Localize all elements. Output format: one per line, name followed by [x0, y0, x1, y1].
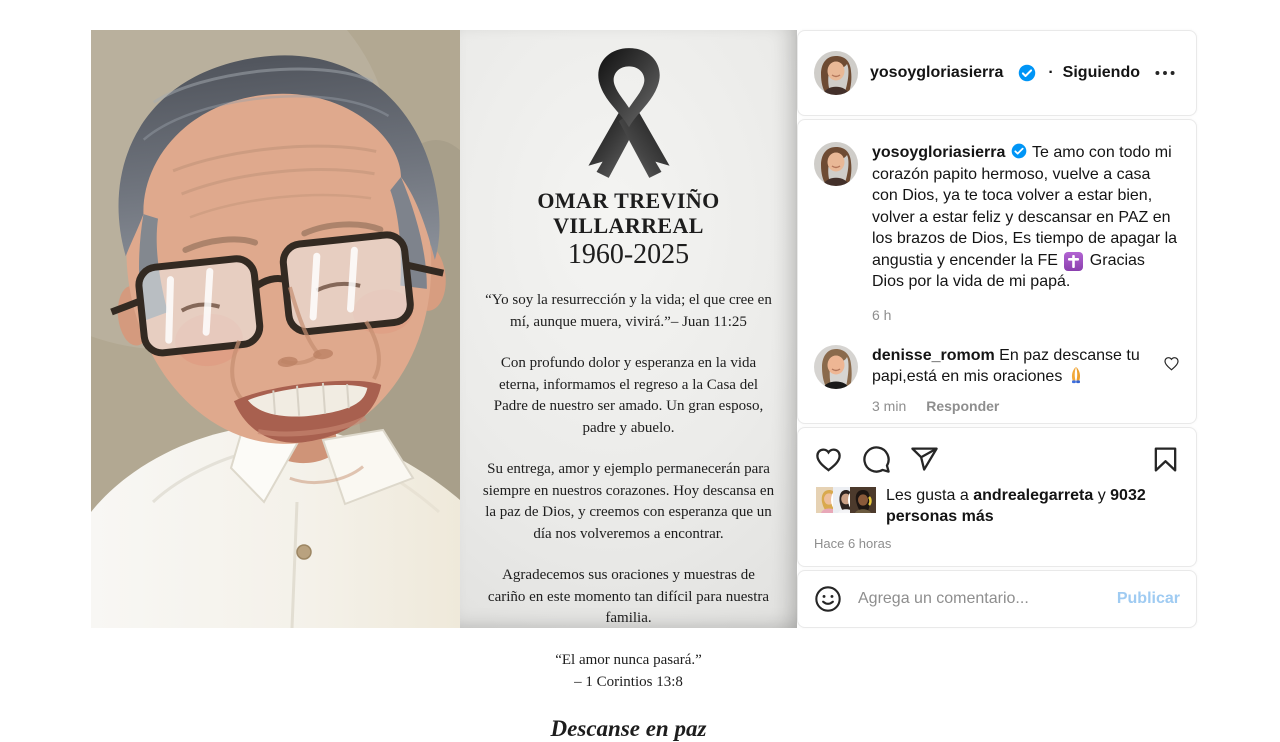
author-avatar[interactable]	[814, 51, 858, 95]
caption-timestamp: 6 h	[872, 306, 892, 323]
likers-avatars	[814, 487, 876, 513]
post-detail-panel	[797, 30, 1197, 628]
likes-row[interactable]	[814, 485, 1180, 527]
separator-dot: ·	[1048, 64, 1054, 81]
comment-like-heart-icon[interactable]	[1163, 355, 1180, 372]
comment-text: denisse_romom En paz descanse tu papi,está en mis oraciones	[872, 346, 1140, 385]
memorial-name: OMAR TREVIÑO VILLARREAL	[537, 188, 720, 239]
likes-count[interactable]: 9032 personas más	[886, 487, 1146, 525]
action-icons-row	[814, 436, 1180, 482]
reply-button[interactable]: Responder	[926, 397, 1000, 414]
likes-text: Les gusta a andrealegarreta y 9032 personas más	[886, 487, 1146, 525]
comment-composer	[797, 570, 1197, 628]
post-age: Hace 6 horas	[814, 536, 892, 551]
publish-button[interactable]: Publicar	[1116, 590, 1180, 607]
comment-meta	[872, 398, 1144, 414]
comment-timestamp: 3 min	[872, 397, 907, 414]
like-button[interactable]	[814, 445, 843, 474]
memorial-rip-line: Descanse en paz	[550, 715, 707, 741]
portrait-photo-illustration	[91, 30, 460, 628]
folded-hands-emoji	[1067, 366, 1085, 384]
emoji-picker-icon[interactable]	[814, 585, 842, 613]
more-options-icon[interactable]	[1152, 60, 1178, 86]
liker-username[interactable]: andrealegarreta	[973, 487, 1094, 504]
share-button[interactable]	[910, 445, 939, 474]
memorial-closing-quote: “El amor nunca pasará.” – 1 Corintios 13:8	[555, 652, 702, 690]
comment-row	[814, 345, 1180, 414]
comment-button[interactable]	[862, 445, 891, 474]
post-header	[797, 30, 1197, 116]
memorial-card	[460, 30, 797, 741]
latin-cross-emoji	[1064, 252, 1083, 271]
verified-badge-icon	[1018, 64, 1036, 82]
save-button[interactable]	[1151, 445, 1180, 474]
caption-text: yosoygloriasierra Te amo con todo mi corazón papito hermoso, vuelve a casa con Dios, ya te toca volver a estar bien, volver a estar feliz y descansar en PAZ en los brazos de Dios, Es tiempo de apagar la angustia y encender la FE Gracias Dios por la vida de mi papá.	[872, 144, 1178, 290]
memorial-paragraph-3: Agradecemos sus oraciones y muestras de cariño en este momento tan difícil para nuestra familia.	[487, 566, 770, 627]
memorial-paragraph-2: Su entrega, amor y ejemplo permanecerán para siempre en nuestros corazones. Hoy descansa en la paz de Dios, y creemos con esperanza que un día nos volveremos a encontrar.	[482, 460, 775, 543]
verified-badge-icon	[1011, 143, 1027, 159]
comment-username[interactable]: denisse_romom	[872, 346, 995, 364]
commenter-avatar[interactable]	[814, 345, 858, 389]
following-button[interactable]: · Siguiendo	[1048, 64, 1140, 81]
actions-section	[797, 427, 1197, 567]
mourning-ribbon-icon	[577, 42, 681, 184]
liker-avatar-3	[850, 487, 876, 513]
caption-username[interactable]: yosoygloriasierra	[872, 144, 1006, 161]
caption-author-avatar[interactable]	[814, 142, 858, 186]
comments-area[interactable]	[797, 119, 1197, 424]
post-photo	[91, 30, 460, 628]
instagram-post	[91, 30, 1197, 741]
comment-input[interactable]	[856, 589, 1103, 609]
memorial-paragraph-1: Con profundo dolor y esperanza en la vida eterna, informamos el regreso a la Casa del Padre de nuestro ser amado. Un gran esposo, padre y abuelo.	[493, 354, 764, 437]
author-username[interactable]: yosoygloriasierra	[870, 64, 1004, 81]
caption-row	[814, 142, 1180, 323]
memorial-years: 1960-2025	[567, 238, 690, 270]
memorial-scripture-quote: “Yo soy la resurrección y la vida; el que cree en mí, aunque muera, vivirá.”– Juan 11:25	[485, 292, 772, 331]
